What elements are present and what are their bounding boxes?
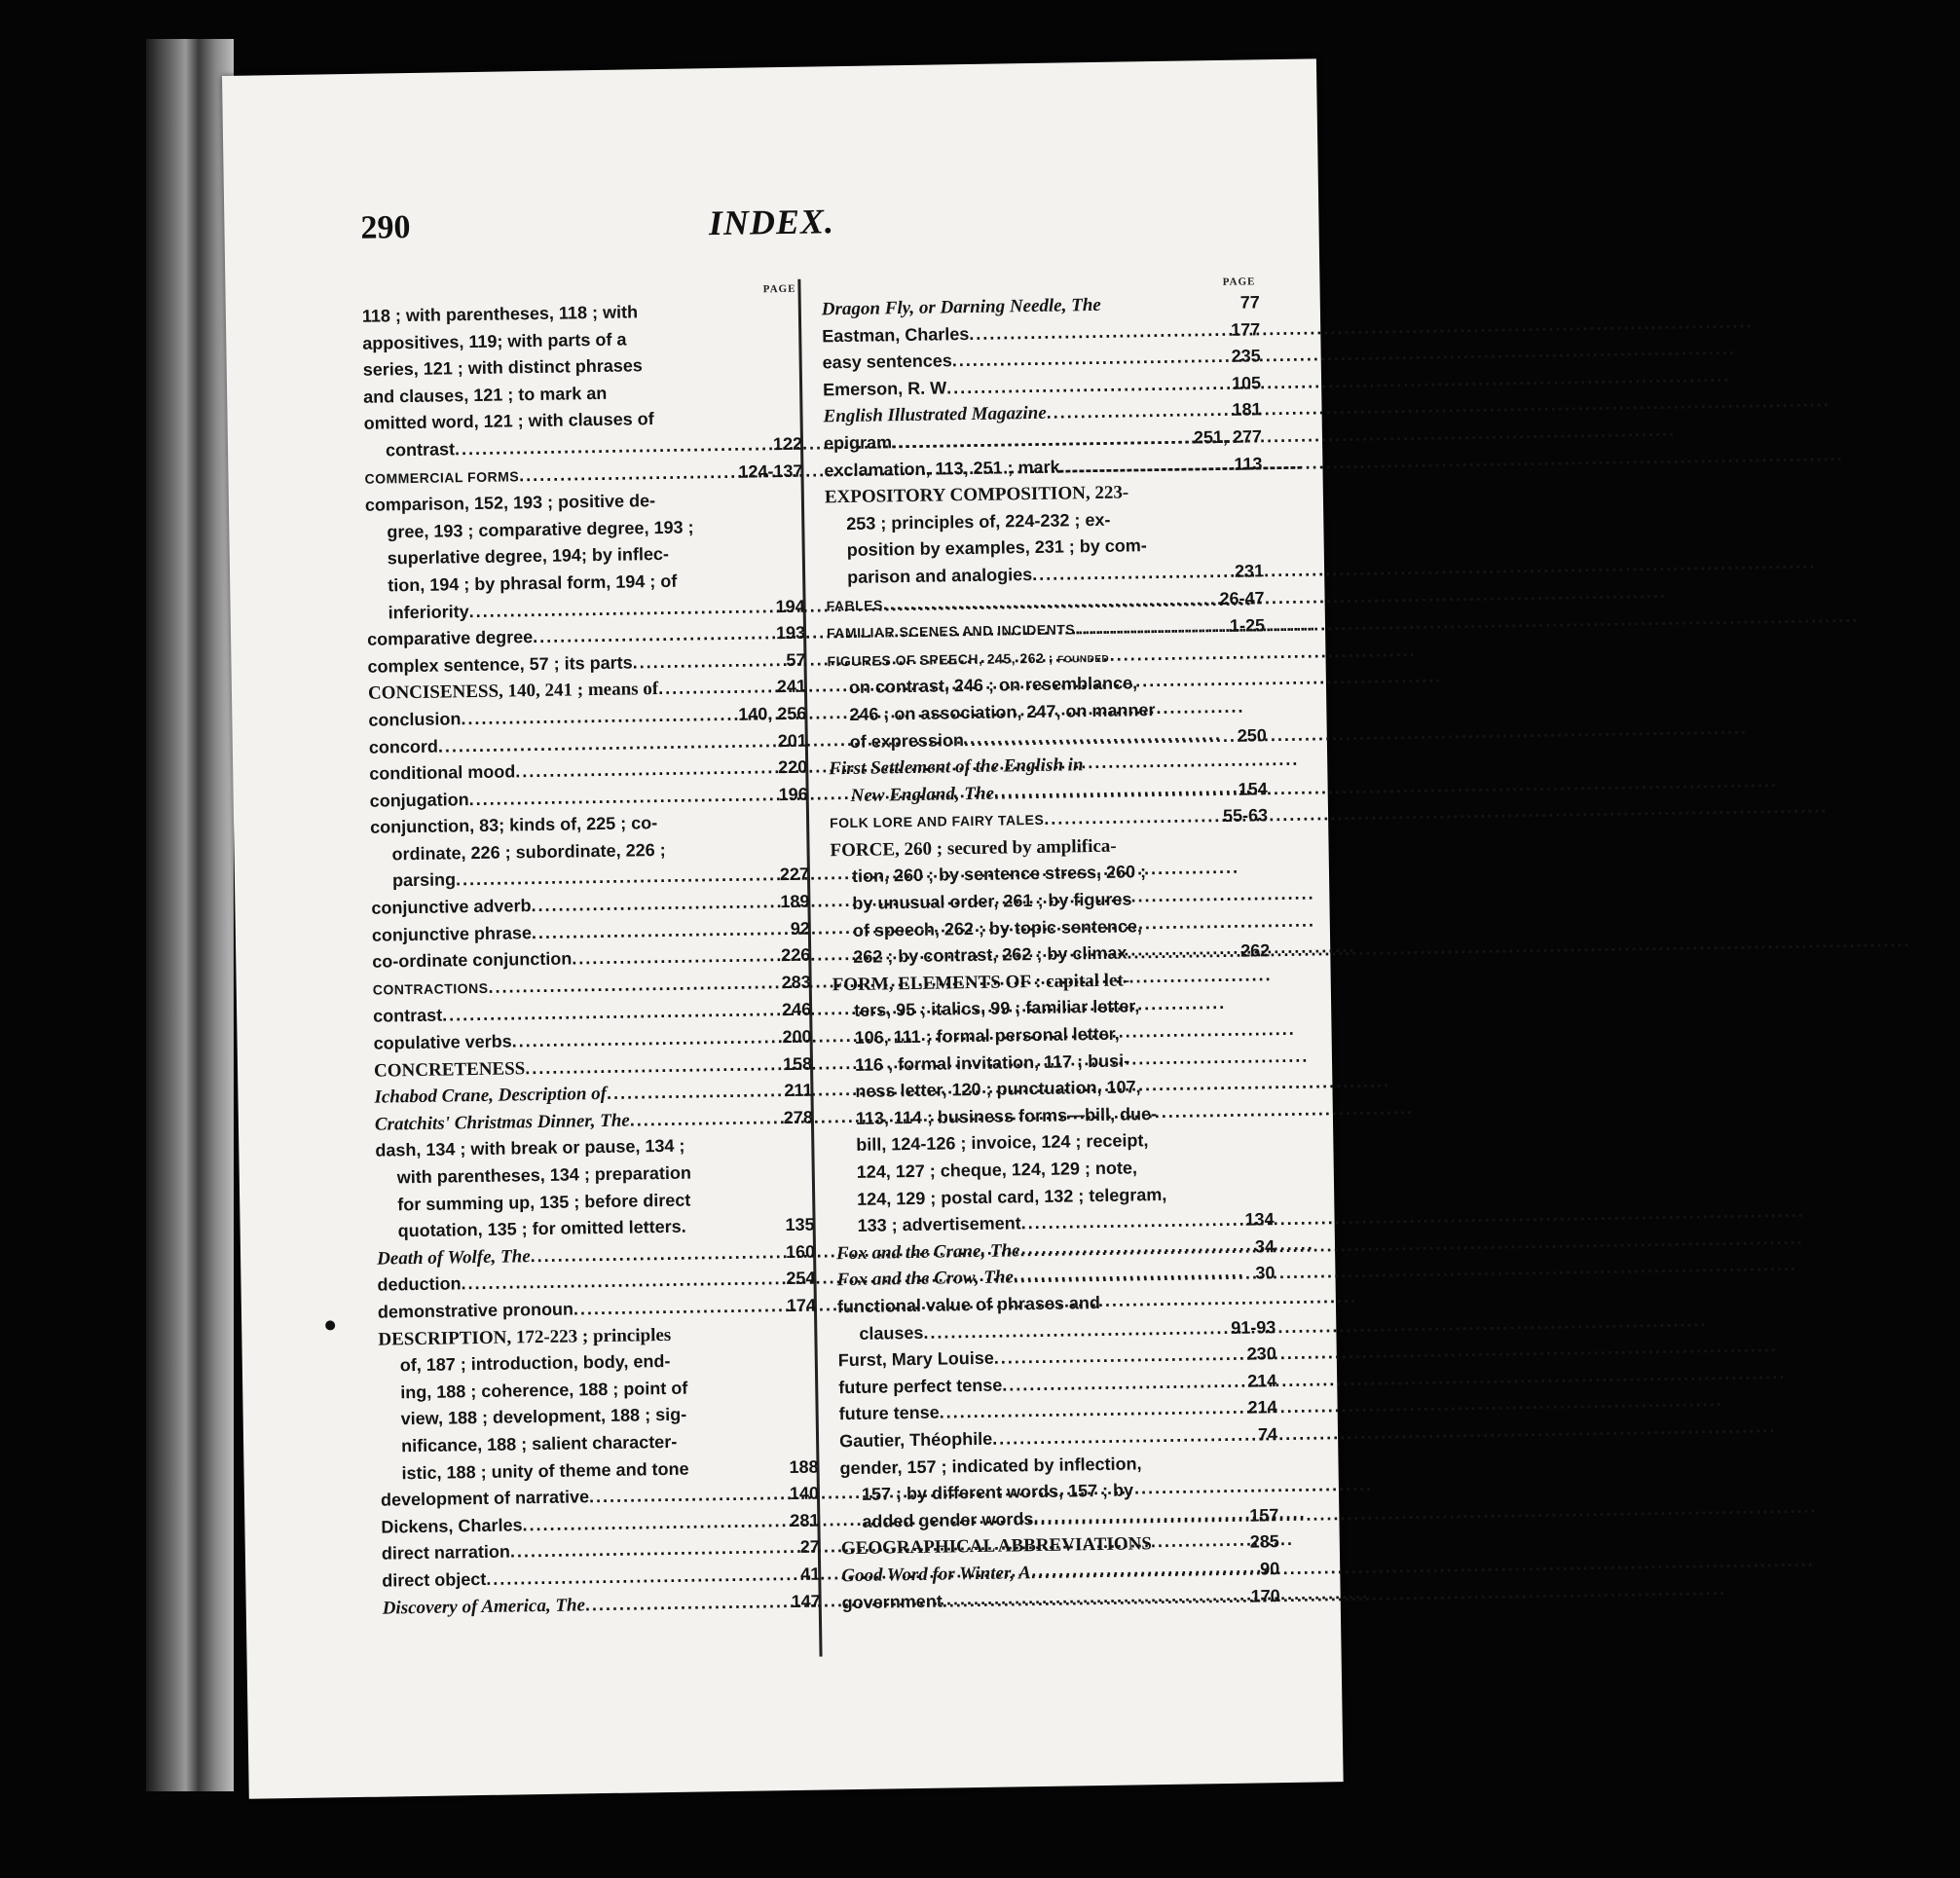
index-entry-page: 281 xyxy=(790,1510,820,1530)
dot-leader xyxy=(943,1583,1247,1615)
index-entry-text: deduction xyxy=(377,1273,462,1296)
dot-leader xyxy=(1059,451,1230,480)
dot-leader xyxy=(1014,1261,1252,1291)
index-entry-text: Death of Wolfe, The xyxy=(376,1245,531,1270)
index-entry-page: 189 xyxy=(780,891,810,912)
index-entry-page: 124-137 xyxy=(738,460,803,482)
index-entry-page: 230 xyxy=(1246,1344,1276,1364)
index-entry-text: on contrast, 246 ; on resemblance, xyxy=(848,673,1138,698)
index-entry-text: contrast xyxy=(373,1006,443,1027)
index-entry-page: 170 xyxy=(1250,1585,1280,1606)
index-entry-text: Cratchits' Christmas Dinner, The xyxy=(374,1110,630,1135)
index-entry-page: 77 xyxy=(1239,292,1260,313)
index-entry-page: 158 xyxy=(782,1053,813,1074)
right-index-column xyxy=(821,274,1279,1616)
index-entry-page: 174 xyxy=(786,1295,817,1316)
page-column-label: PAGE xyxy=(1222,276,1256,288)
index-entry-page: 227 xyxy=(779,865,810,885)
index-entry-page: 140 xyxy=(789,1483,820,1504)
index-entry-text: copulative verbs xyxy=(373,1031,512,1053)
dot-leader xyxy=(1032,559,1231,589)
index-entry-text: tion, 260 ; by sentence stress, 260 ; xyxy=(851,862,1147,887)
dot-leader xyxy=(1127,939,1237,967)
index-entry-text: tion, 194 ; by phrasal form, 194 ; of xyxy=(388,571,678,596)
index-entry-text: contrast xyxy=(385,439,456,460)
index-entry-text: gree, 193 ; comparative degree, 193 ; xyxy=(387,517,694,542)
index-entry-page: 122 xyxy=(772,433,803,455)
index-entry-text: conjugation xyxy=(369,789,469,811)
index-entry-text: 124, 129 ; postal card, 132 ; telegram, xyxy=(857,1184,1167,1209)
index-entry-text: exclamation, 113, 251 ; mark xyxy=(824,457,1060,480)
index-entry-page: 200 xyxy=(782,1026,812,1048)
index-entry-text: CONTRACTIONS xyxy=(372,979,489,998)
index-entry-text: by unusual order, 261 ; by figures xyxy=(852,889,1132,913)
index-entry-text: conjunctive phrase xyxy=(371,922,533,945)
dot-leader xyxy=(533,620,772,650)
index-entry-text: conjunction, 83; kinds of, 225 ; co- xyxy=(369,813,658,837)
index-entry-text: Good Word for Winter, A xyxy=(841,1563,1031,1587)
index-entry-text: development of narrative xyxy=(380,1487,590,1510)
index-entry-text: epigram xyxy=(823,432,893,454)
dot-leader xyxy=(573,1293,783,1323)
index-entry-text: ing, 188 ; coherence, 188 ; point of xyxy=(400,1378,688,1403)
index-entry-page: 194 xyxy=(775,596,805,616)
index-entry xyxy=(841,1583,1279,1617)
index-entry-text: istic, 188 ; unity of theme and tone xyxy=(401,1458,689,1483)
index-entry-text: English Illustrated Magazine xyxy=(823,403,1047,427)
page-number: 290 xyxy=(360,208,411,246)
index-entry-page: 92 xyxy=(790,918,810,939)
index-entry-page: 74 xyxy=(1257,1424,1278,1445)
index-entry-text: future tense xyxy=(838,1402,940,1424)
index-entry-text: for summing up, 135 ; before direct xyxy=(397,1190,691,1214)
index-entry-text: quotation, 135 ; for omitted letters. xyxy=(397,1216,686,1241)
left-entry-list xyxy=(362,297,821,1622)
right-entry-list xyxy=(822,289,1280,1616)
index-entry-text: 157 ; by different words, 157 ; by xyxy=(861,1480,1134,1504)
index-entry-text: added gender words xyxy=(862,1508,1034,1531)
index-entry-page: 90 xyxy=(1260,1559,1280,1579)
index-entry-text: FIGURES OF SPEECH, 245, 262 ; founded xyxy=(827,648,1110,670)
index-entry-page: 241 xyxy=(776,676,807,697)
dot-leader xyxy=(515,755,774,786)
index-entry-text: 253 ; principles of, 224-232 ; ex- xyxy=(846,509,1111,534)
index-entry-text: FABLES xyxy=(826,596,883,613)
dot-leader xyxy=(1021,1207,1241,1237)
index-entry-page: 214 xyxy=(1246,1370,1277,1391)
index-entry-text: Dickens, Charles xyxy=(381,1515,523,1537)
index-entry-text: series, 121 ; with distinct phrases xyxy=(362,355,644,380)
index-entry-text: of expression xyxy=(849,729,965,752)
index-entry-page: 91-93 xyxy=(1231,1316,1276,1338)
dot-leader xyxy=(522,1508,786,1539)
index-entry-page: 135 xyxy=(785,1214,815,1235)
dot-leader xyxy=(468,782,774,814)
dot-leader xyxy=(969,316,1227,348)
index-entry-text: FORCE, 260 ; secured by amplifica- xyxy=(830,835,1117,862)
index-entry-page: 1-25 xyxy=(1229,615,1266,636)
index-entry-text: easy sentences xyxy=(822,350,952,373)
dot-leader xyxy=(883,586,1216,618)
index-entry-text: concord xyxy=(368,736,439,757)
dot-leader xyxy=(1019,1234,1251,1264)
left-index-column xyxy=(361,281,820,1622)
index-entry-text: 262 ; by contrast, 262 ; by climax xyxy=(853,942,1128,968)
index-entry-text: FOLK LORE AND FAIRY TALES xyxy=(830,812,1045,831)
index-entry-text: Eastman, Charles xyxy=(822,323,970,346)
index-entry-page: 57 xyxy=(786,649,806,670)
index-entry-text: 116 , formal invitation, 117 ; busi- xyxy=(854,1050,1130,1075)
index-entry-text: comparative degree xyxy=(366,627,534,649)
index-entry-text: bill, 124-126 ; invoice, 124 ; receipt, xyxy=(856,1130,1149,1156)
index-entry-text: omitted word, 121 ; with clauses of xyxy=(363,409,654,434)
book-binding xyxy=(146,39,234,1791)
index-page xyxy=(222,58,1344,1798)
page-header xyxy=(224,195,1319,261)
index-entry-text: nificance, 188 ; salient character- xyxy=(400,1431,678,1456)
dot-leader xyxy=(994,776,1235,806)
page-title: INDEX. xyxy=(708,202,835,243)
dot-leader xyxy=(488,970,778,1001)
index-entry-text: ness letter, 120 ; punctuation, 107, xyxy=(855,1077,1141,1102)
index-entry-page: 160 xyxy=(785,1241,816,1262)
index-entry-text: GEOGRAPHICAL ABBREVIATIONS xyxy=(840,1533,1153,1560)
index-entry-text: Fox and the Crow, The xyxy=(836,1267,1015,1291)
index-entry-text: 106, 111 ; formal personal letter, xyxy=(854,1023,1120,1048)
index-entry-text: view, 188 ; development, 188 ; sig- xyxy=(400,1405,687,1429)
index-entry-page: 30 xyxy=(1255,1263,1276,1283)
dot-leader xyxy=(532,916,787,947)
index-entry-page: 26-47 xyxy=(1219,587,1265,608)
index-entry-text: Discovery of America, The xyxy=(382,1594,586,1619)
index-entry-page: 140, 256 xyxy=(738,703,807,724)
index-entry-text: FORM, ELEMENTS OF : capital let- xyxy=(832,970,1130,996)
index-entry-text: ordinate, 226 ; subordinate, 226 ; xyxy=(391,839,666,865)
page-column-label: PAGE xyxy=(762,282,796,296)
index-entry-page: 246 xyxy=(781,1000,812,1020)
index-entry-text: conditional mood xyxy=(369,761,516,784)
index-entry-page: 235 xyxy=(1231,346,1261,366)
index-entry-text: parison and analogies xyxy=(847,564,1033,587)
index-entry-page: 226 xyxy=(781,944,811,966)
index-entry-text: Furst, Mary Louise xyxy=(837,1347,994,1371)
index-entry-page: 231 xyxy=(1234,561,1265,581)
index-entry-text: complex sentence, 57 ; its parts xyxy=(367,652,633,677)
index-entry-text: direct narration xyxy=(381,1541,511,1564)
index-entry-text: superlative degree, 194; by inflec- xyxy=(387,544,670,569)
index-entry-text: comparison, 152, 193 ; positive de- xyxy=(364,491,656,515)
index-entry-text: COMMERCIAL FORMS xyxy=(364,467,520,487)
index-entry-text: FAMILIAR SCENES AND INCIDENTS xyxy=(826,621,1076,642)
index-entry-text: First Settlement of the English in xyxy=(829,755,1084,780)
dot-leader xyxy=(1044,803,1219,832)
index-entry-page: 154 xyxy=(1238,778,1268,799)
index-entry-text: inferiority xyxy=(388,601,469,622)
dot-leader xyxy=(1030,1556,1256,1586)
dot-leader xyxy=(1002,1368,1243,1398)
margin-dot xyxy=(325,1320,335,1330)
index-entry-page: 196 xyxy=(778,784,808,804)
index-entry xyxy=(383,1588,821,1622)
index-entry-text: government xyxy=(841,1591,943,1612)
index-entry-text: clauses xyxy=(859,1322,924,1344)
dot-leader xyxy=(461,702,734,733)
dot-leader xyxy=(1075,613,1226,643)
index-entry-page: 254 xyxy=(786,1268,816,1289)
index-entry-text: gender, 157 ; indicated by inflection, xyxy=(839,1453,1142,1478)
index-entry-text: co-ordinate conjunction xyxy=(372,948,573,972)
index-entry-page: 34 xyxy=(1254,1235,1276,1257)
index-entry-text: parsing xyxy=(391,869,457,891)
index-entry-page: 157 xyxy=(1249,1504,1279,1526)
index-entry-text: Dragon Fly, or Darning Needle, The xyxy=(821,294,1101,320)
index-entry-page: 147 xyxy=(791,1591,821,1611)
index-entry-page: 250 xyxy=(1237,724,1267,746)
index-entry-page: 214 xyxy=(1247,1397,1277,1418)
index-entry-text: 118 ; with parentheses, 118 ; with xyxy=(361,302,639,326)
index-entry-text: with parentheses, 134 ; preparation xyxy=(396,1162,692,1188)
dot-leader xyxy=(525,1051,779,1083)
index-entry-page: 134 xyxy=(1244,1209,1275,1230)
index-entry-text: and clauses, 121 ; to mark an xyxy=(363,383,608,407)
index-entry-text: functional value of phrases and xyxy=(836,1292,1101,1317)
index-entry-page: 181 xyxy=(1232,399,1262,421)
index-entry-page: 41 xyxy=(800,1564,821,1584)
dot-leader xyxy=(511,1024,778,1055)
index-entry-page: 262 xyxy=(1240,940,1271,961)
index-entry-text: Gautier, Théophile xyxy=(838,1428,993,1452)
dot-leader xyxy=(589,1481,786,1511)
index-entry-page: 285 xyxy=(1249,1531,1279,1552)
dot-leader xyxy=(1046,397,1228,427)
dot-leader xyxy=(531,889,776,920)
index-entry-text: dash, 134 ; with break or pause, 134 ; xyxy=(375,1136,685,1161)
dot-leader xyxy=(992,1421,1254,1453)
index-entry-text: Ichabod Crane, Description of xyxy=(374,1084,608,1108)
index-entry-text: New England, The xyxy=(850,783,995,806)
dot-leader xyxy=(1033,1502,1245,1532)
index-entry-text: position by examples, 231 ; by com- xyxy=(846,535,1147,561)
index-entry-text: conjunctive adverb xyxy=(371,896,532,918)
index-entry-page: 201 xyxy=(777,730,807,751)
index-entry-text: CONCRETENESS xyxy=(373,1057,526,1082)
index-entry-text: 246 ; on association, 247, on manner xyxy=(849,699,1156,724)
dot-leader xyxy=(572,942,777,973)
index-entry-text: Emerson, R. W xyxy=(822,378,947,400)
index-entry-page: 188 xyxy=(789,1456,819,1477)
index-entry-text: direct object xyxy=(382,1568,487,1591)
dot-leader xyxy=(630,1105,781,1134)
dot-leader xyxy=(519,459,735,489)
index-entry-page: 113 xyxy=(1234,453,1263,474)
index-entry-text: Fox and the Crane, The xyxy=(835,1240,1020,1265)
index-entry-page: 177 xyxy=(1231,318,1261,340)
index-entry-text: ters, 95 ; italics, 99 ; familiar letter, xyxy=(854,996,1140,1021)
index-entry-page: 105 xyxy=(1231,373,1262,393)
dot-leader xyxy=(632,647,782,677)
index-entry-text: appositives, 119; with parts of a xyxy=(362,329,627,353)
index-entry-text: CONCISENESS, 140, 241 ; means of xyxy=(367,679,659,705)
index-entry-text: of, 187 ; introduction, body, end- xyxy=(399,1351,671,1376)
index-entry-page: 211 xyxy=(784,1080,813,1101)
dot-leader xyxy=(952,344,1228,375)
index-entry-page: 283 xyxy=(781,972,811,992)
dot-leader xyxy=(585,1589,788,1619)
index-entry-text: 113, 114 ; business forms—bill, due- xyxy=(855,1103,1158,1128)
index-entry-page: 193 xyxy=(775,622,806,644)
index-entry-text: 133 ; advertisement xyxy=(857,1213,1021,1236)
index-entry-page: 251, 277 xyxy=(1193,426,1263,448)
dot-leader xyxy=(964,722,1234,754)
dot-leader xyxy=(658,675,773,703)
index-entry-text: EXPOSITORY COMPOSITION, 223- xyxy=(824,482,1129,508)
index-entry-page: 55-63 xyxy=(1222,805,1269,827)
dot-leader xyxy=(607,1078,781,1107)
index-entry-text: of speech, 262 ; by topic sentence, xyxy=(852,915,1143,940)
index-entry-page: 220 xyxy=(778,756,808,778)
index-entry-text: DESCRIPTION, 172-223 ; principles xyxy=(378,1324,672,1350)
dot-leader xyxy=(994,1342,1243,1373)
index-entry-page: 27 xyxy=(799,1536,820,1558)
index-entry-text: future perfect tense xyxy=(838,1375,1003,1397)
dot-leader xyxy=(530,1239,782,1270)
index-entry-text: demonstrative pronoun xyxy=(377,1299,574,1322)
index-entry-text: conclusion xyxy=(368,709,462,730)
index-entry-page: 278 xyxy=(783,1107,814,1127)
index-entry-text: 124, 127 ; cheque, 124, 129 ; note, xyxy=(856,1158,1138,1182)
